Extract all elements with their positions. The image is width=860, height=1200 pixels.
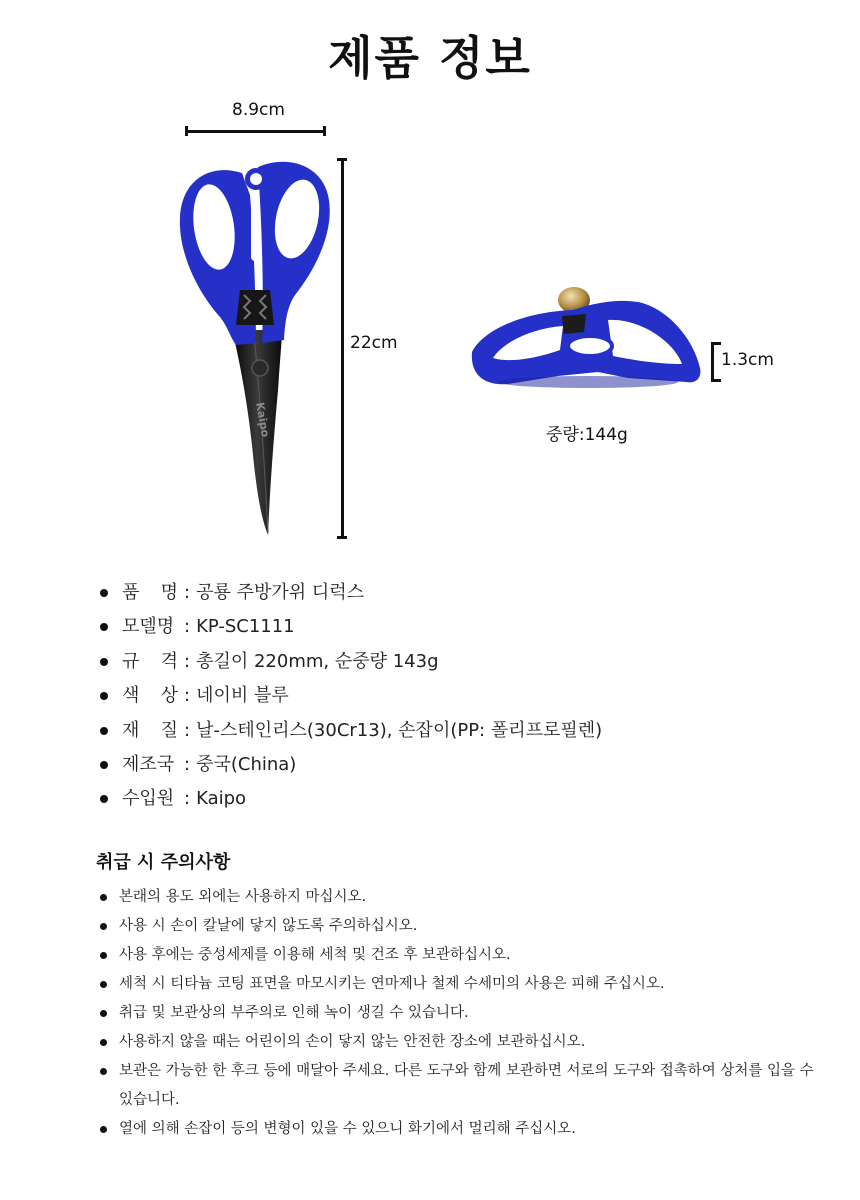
spec-item-importer: 수입원 : Kaipo <box>100 786 602 820</box>
spec-value: 날-스테인리스(30Cr13), 손잡이(PP: 폴리프로필렌) <box>196 719 603 741</box>
bullet-icon <box>100 658 108 666</box>
bullet-icon <box>100 894 107 901</box>
bullet-icon <box>100 692 108 700</box>
spec-value: KP-SC1111 <box>196 616 295 638</box>
spec-key: 제조국 <box>122 753 175 775</box>
length-dimension-line <box>341 158 344 539</box>
caution-item: 열에 의해 손잡이 등의 변형이 있을 수 있으니 화기에서 멀리해 주십시오. <box>100 1115 815 1144</box>
bullet-icon <box>100 1126 107 1133</box>
page-title: 제품 정보 <box>328 31 532 85</box>
spec-key: 색 상 <box>122 685 178 707</box>
scissors-front-image <box>170 155 340 545</box>
spec-value: 공룡 주방가위 디럭스 <box>196 582 365 603</box>
bullet-icon <box>100 623 108 631</box>
bullet-icon <box>100 589 108 597</box>
thickness-dimension-line <box>711 342 714 382</box>
length-dimension-label: 22cm <box>350 333 398 353</box>
caution-item: 본래의 용도 외에는 사용하지 마십시오. <box>100 883 815 912</box>
caution-item: 사용하지 않을 때는 어린이의 손이 닿지 않는 안전한 장소에 보관하십시오. <box>100 1028 815 1057</box>
spec-value: 중국(China) <box>196 753 297 775</box>
bullet-icon <box>100 1068 107 1075</box>
bullet-icon <box>100 923 107 930</box>
spec-value: Kaipo <box>196 788 247 810</box>
width-dimension-line <box>185 130 326 133</box>
thickness-dimension-tick-top <box>711 342 721 345</box>
spec-item-origin: 제조국 : 중국(China) <box>100 752 602 786</box>
scissors-side-image <box>468 280 703 395</box>
spec-item-material: 재 질 : 날-스테인리스(30Cr13), 손잡이(PP: 폴리프로필렌) <box>100 718 602 752</box>
spec-value: 네이비 블루 <box>196 685 289 707</box>
spec-item-color: 색 상 : 네이비 블루 <box>100 683 602 717</box>
caution-item: 취급 및 보관상의 부주의로 인해 녹이 생길 수 있습니다. <box>100 999 815 1028</box>
caution-item: 보관은 가능한 한 후크 등에 매달아 주세요. 다른 도구와 함께 보관하면 서로의 도구와 접촉하여 상처를 입을 수 있습니다. <box>100 1057 815 1115</box>
bullet-icon <box>100 795 108 803</box>
bullet-icon <box>100 952 107 959</box>
width-dimension-tick-right <box>323 126 326 136</box>
spec-key: 모델명 <box>122 616 175 638</box>
thickness-dimension-tick-bottom <box>711 379 721 382</box>
caution-title: 취급 시 주의사항 <box>96 852 231 873</box>
width-dimension-tick-left <box>185 126 188 136</box>
caution-item: 사용 시 손이 칼날에 닿지 않도록 주의하십시오. <box>100 912 815 941</box>
blade-brand-mark: Kaipo <box>253 401 272 439</box>
spec-list <box>100 580 602 821</box>
width-dimension-label: 8.9cm <box>232 100 285 120</box>
bullet-icon <box>100 981 107 988</box>
caution-item: 사용 후에는 중성세제를 이용해 세척 및 건조 후 보관하십시오. <box>100 941 815 970</box>
bullet-icon <box>100 1010 107 1017</box>
bullet-icon <box>100 761 108 769</box>
spec-key: 재 질 <box>122 719 178 741</box>
spec-key: 품 명 <box>122 582 178 603</box>
spec-item-name: 품 명 : 공룡 주방가위 디럭스 <box>100 580 602 614</box>
spec-item-model: 모델명 : KP-SC1111 <box>100 614 602 648</box>
spec-item-size: 규 격 : 총길이 220mm, 순중량 143g <box>100 649 602 683</box>
spec-value: 총길이 220mm, 순중량 143g <box>196 650 439 672</box>
caution-list <box>100 883 815 1144</box>
spec-key: 규 격 <box>122 650 178 672</box>
thickness-dimension-label: 1.3cm <box>721 350 774 370</box>
bullet-icon <box>100 727 108 735</box>
weight-label: 중량:144g <box>546 425 628 445</box>
bullet-icon <box>100 1039 107 1046</box>
spec-key: 수입원 <box>122 788 175 810</box>
caution-item: 세척 시 티타늄 코팅 표면을 마모시키는 연마제나 철제 수세미의 사용은 피해 주십시오. <box>100 970 815 999</box>
